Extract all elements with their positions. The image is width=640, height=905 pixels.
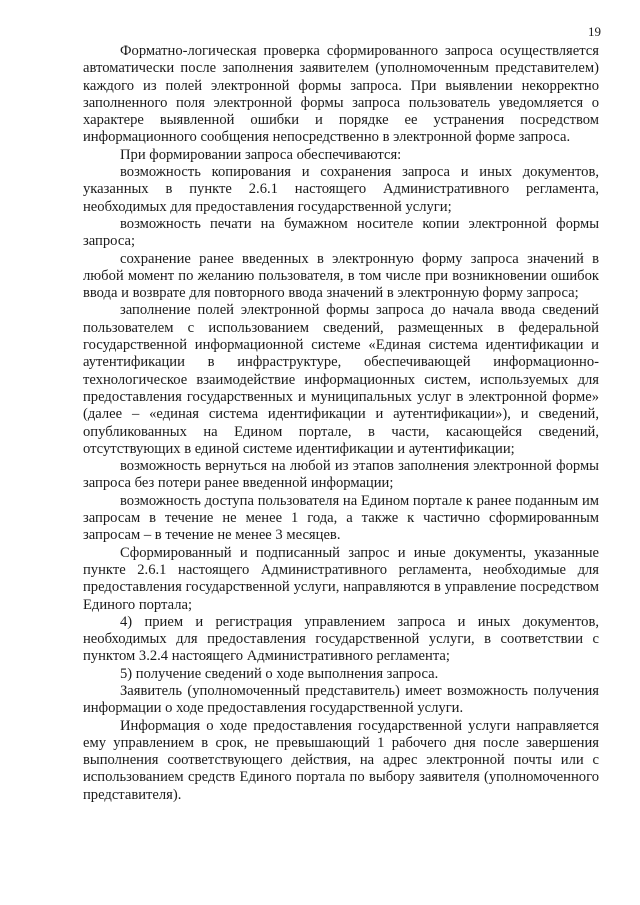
paragraph-autofill: заполнение полей электронной формы запроса до начала ввода сведений пользователем с использованием сведений, размещенных в федеральной государственной информационной системе «Единая система идентификации и аутентификации в инфраструктуре, обеспечивающей информационно-технологическое взаимодействие информационных систем, используемых для предоставления государственных и муниципальных услуг в электронной форме» (далее – «единая система идентификации и аутентификации»), и сведений, опубликованных на Едином портале, в части, касающейся сведений, отсутствующих в единой системе идентификации и аутентификации; [83, 302, 599, 457]
paragraph-save-values: сохранение ранее введенных в электронную форму запроса значений в любой момент по желанию пользователя, в том числе при возникновении ошибок ввода и возврате для повторного ввода значений в электронную форму запроса; [83, 250, 599, 302]
paragraph-submission: Сформированный и подписанный запрос и иные документы, указанные пункте 2.6.1 настоящего Административного регламента, необходимые для предоставления государственной услуги, направляются в управление посредством Единого портала; [83, 544, 599, 613]
document-body [83, 43, 599, 804]
paragraph-item-4: 4) прием и регистрация управлением запроса и иных документов, необходимых для предоставления государственной услуги, в соответствии с пунктом 3.2.4 настоящего Административного регламента; [83, 613, 599, 665]
paragraph-provided-features-intro: При формировании запроса обеспечиваются: [120, 146, 402, 163]
paragraph-return-step: возможность вернуться на любой из этапов заполнения электронной формы запроса без потери ранее введенной информации; [83, 458, 599, 492]
paragraph-status-info: Заявитель (уполномоченный представитель) имеет возможность получения информации о ходе предоставления государственной услуги. [83, 682, 599, 717]
page-number: 19 [588, 24, 601, 39]
paragraph-item-5: 5) получение сведений о ходе выполнения запроса. [120, 665, 439, 682]
paragraph-status-delivery: Информация о ходе предоставления государственной услуги направляется ему управлением в срок, не превышающий 1 рабочего дня после завершения выполнения соответствующего действия, на адрес электронной почты или с использованием средств Единого портала по выбору заявителя (уполномоченного представителя). [83, 717, 599, 803]
paragraph-print: возможность печати на бумажном носителе копии электронной формы запроса; [83, 215, 599, 250]
paragraph-format-check: Форматно-логическая проверка сформированного запроса осуществляется автоматически после заполнения заявителем (уполномоченным представителем) каждого из полей электронной формы запроса. При выявлении некорректно заполненного поля электронной формы запроса пользователь уведомляется о характере выявленной ошибки и порядке ее устранения посредством информационного сообщения непосредственно в электронной форме запроса. [83, 43, 599, 146]
paragraph-copy-save: возможность копирования и сохранения запроса и иных документов, указанных в пункте 2.6.1 настоящего Административного регламента, необходимых для предоставления государственной услуги; [83, 164, 599, 215]
paragraph-access-history: возможность доступа пользователя на Едином портале к ранее поданным им запросам в течение не менее 1 года, а также к частично сформированным запросам – в течение не менее 3 месяцев. [83, 492, 599, 544]
